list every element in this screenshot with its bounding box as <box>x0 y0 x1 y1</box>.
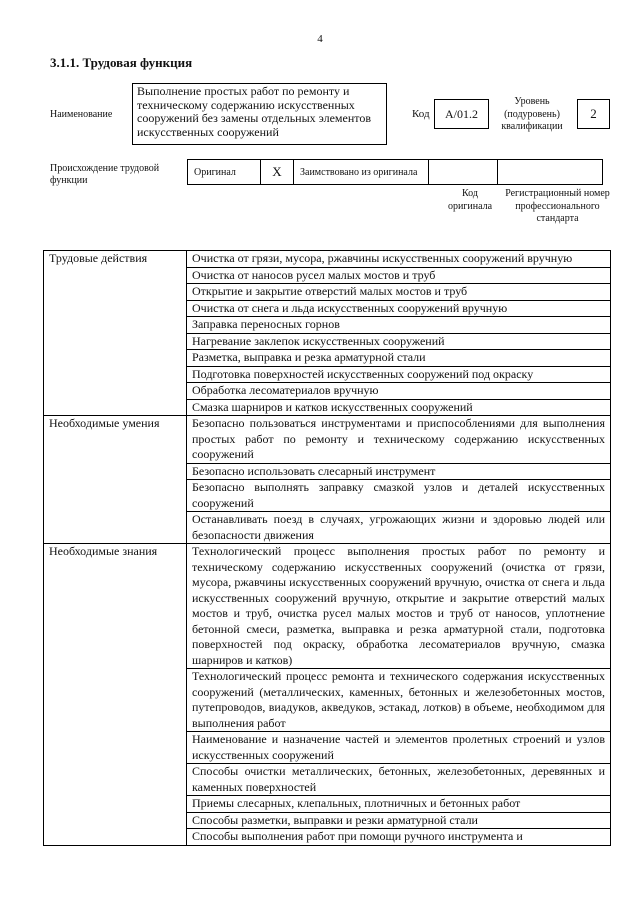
section-item: Технологический процесс выполнения простых работ по ремонту и техническому содержанию искусственных сооружений (очистка от грязи, мусора, ржавчины искусственных сооружений вручную, очистка от снега и льда искусственных сооружений вручную, открытие и закрытие отверстий малых мостов и труб, очистка русел малых мостов и труб от наносов, уплотнение бетонной смеси, разметка, выправка и резка арматурной стали, подготовка поверхностей под окраску, обработка лесоматериалов вручную, смазка шарниров и катков) <box>187 544 611 669</box>
section-item: Приемы слесарных, клепальных, плотничных и бетонных работ <box>187 796 611 813</box>
name-label: Наименование <box>50 109 113 120</box>
section-title: Необходимые умения <box>44 416 187 544</box>
section-item: Технологический процесс ремонта и технического содержания искусственных сооружений (металлических, каменных, бетонных и железобетонных мостов, путепроводов, виадуков, акведуков, эстакад, лотков) в объеме, необходимом для выполнения работ <box>187 669 611 732</box>
origin-table <box>187 159 603 185</box>
function-title-box: Выполнение простых работ по ремонту и техническому содержанию искусственных сооружений без замены отдельных элементов искусственных сооружений <box>132 83 387 145</box>
section-item: Заправка переносных горнов <box>187 317 611 334</box>
section-title: Необходимые знания <box>44 544 187 846</box>
original-mark-cell <box>261 160 294 185</box>
section-title: Трудовые действия <box>44 251 187 416</box>
level-label: Уровень (подуровень) квалификации <box>501 96 563 132</box>
section-item: Нагревание заклепок искусственных сооружений <box>187 333 611 350</box>
origin-reg-sublabel: Регистрационный номер профессионального стандарта <box>505 188 610 224</box>
section-item: Открытие и закрытие отверстий малых мостов и труб <box>187 284 611 301</box>
borrowed-label: Заимствовано из оригинала <box>300 166 418 178</box>
original-mark: X <box>272 164 282 179</box>
function-details-table <box>43 250 611 846</box>
section-item: Способы выполнения работ при помощи ручного инструмента и <box>187 829 611 846</box>
section-item: Останавливать поезд в случаях, угрожающих жизни и здоровью людей или безопасности движения <box>187 512 611 544</box>
section-item: Подготовка поверхностей искусственных сооружений под окраску <box>187 366 611 383</box>
page-number: 4 <box>317 33 323 45</box>
code-label: Код <box>412 108 430 120</box>
section-item: Способы разметки, выправки и резки арматурной стали <box>187 812 611 829</box>
table-row <box>44 416 611 464</box>
original-cell <box>188 160 261 185</box>
origin-reg-cell <box>498 160 603 185</box>
borrowed-cell <box>294 160 429 185</box>
original-label: Оригинал <box>194 166 236 178</box>
section-item: Обработка лесоматериалов вручную <box>187 383 611 400</box>
origin-code-cell <box>429 160 498 185</box>
section-heading: 3.1.1. Трудовая функция <box>50 55 193 70</box>
section-item: Безопасно пользоваться инструментами и приспособлениями для выполнения простых работ по ремонту и техническому содержанию искусственных сооружений <box>187 416 611 464</box>
section-item: Безопасно выполнять заправку смазкой узлов и деталей искусственных сооружений <box>187 480 611 512</box>
section-item: Способы очистки металлических, бетонных, железобетонных, деревянных и каменных поверхностей <box>187 764 611 796</box>
table-row <box>44 251 611 268</box>
table-row <box>44 544 611 669</box>
section-item: Смазка шарниров и катков искусственных сооружений <box>187 399 611 416</box>
section-item: Безопасно использовать слесарный инструмент <box>187 463 611 480</box>
section-item: Очистка от наносов русел малых мостов и труб <box>187 267 611 284</box>
section-item: Очистка от грязи, мусора, ржавчины искусственных сооружений вручную <box>187 251 611 268</box>
code-value-box: А/01.2 <box>434 99 489 129</box>
level-value-box: 2 <box>577 99 610 129</box>
origin-code-sublabel: Код оригинала <box>447 188 493 212</box>
section-item: Разметка, выправка и резка арматурной стали <box>187 350 611 367</box>
section-item: Очистка от снега и льда искусственных сооружений вручную <box>187 300 611 317</box>
section-item: Наименование и назначение частей и элементов пролетных строений и узлов искусственных сооружений <box>187 732 611 764</box>
origin-label: Происхождение трудовой функции <box>50 163 160 186</box>
